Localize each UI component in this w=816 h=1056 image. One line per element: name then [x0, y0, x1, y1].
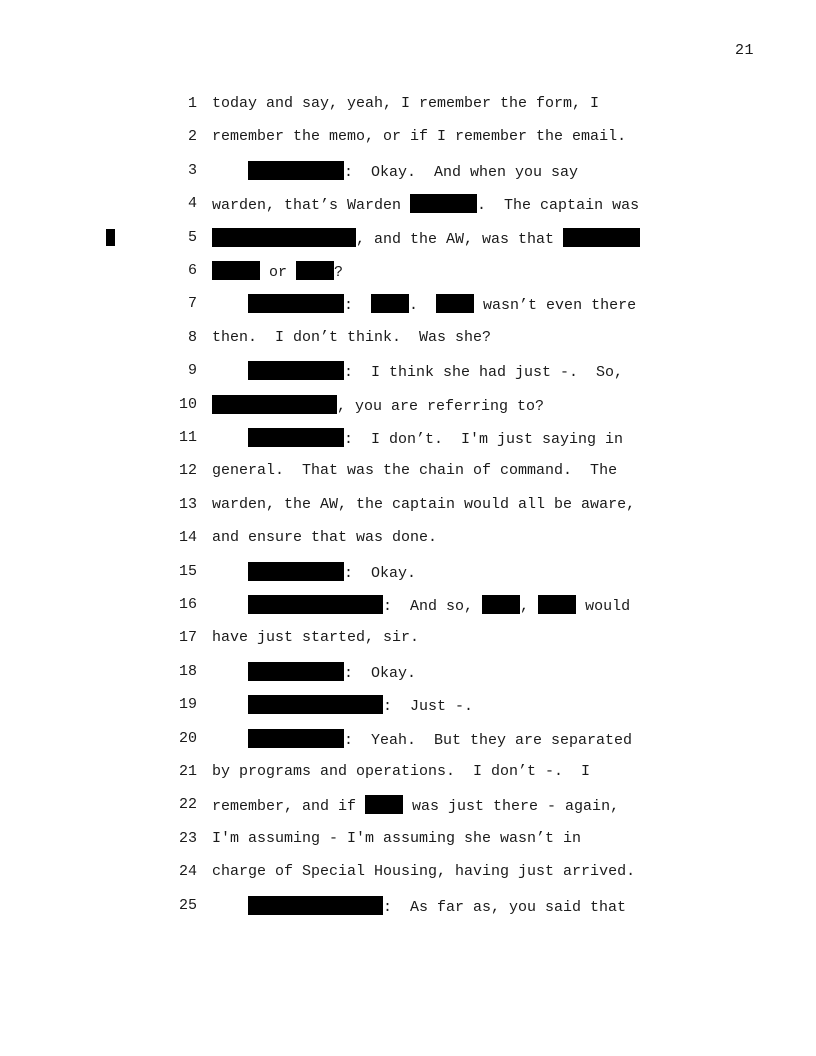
line-text	[212, 428, 623, 450]
redaction-block	[248, 428, 344, 447]
text-segment: , and the AW, was that	[356, 230, 564, 248]
text-segment	[212, 565, 248, 582]
transcript-line	[0, 261, 816, 281]
redaction-block	[248, 361, 344, 380]
line-number: 12	[178, 462, 197, 480]
redaction-block	[212, 228, 356, 247]
text-segment: ?	[334, 264, 344, 281]
text-segment	[212, 899, 248, 916]
transcript-line	[0, 762, 816, 782]
line-number: 18	[178, 662, 197, 680]
text-segment: : Okay.	[344, 564, 417, 582]
line-number: 13	[178, 495, 197, 513]
line-number: 16	[178, 596, 197, 613]
line-text	[212, 495, 635, 515]
text-segment: .	[409, 297, 437, 315]
line-text	[212, 261, 343, 283]
line-text	[212, 562, 416, 584]
text-segment: warden, that’s Warden	[212, 197, 411, 215]
text-segment: charge of Special Housing, having just arrived.	[212, 863, 636, 881]
text-segment: remember, and if	[212, 798, 366, 816]
transcript-line	[0, 595, 816, 615]
transcript-line	[0, 161, 816, 181]
line-text	[212, 595, 630, 617]
redaction-block	[248, 294, 344, 313]
text-segment: . The captain was	[477, 197, 640, 215]
line-number: 3	[187, 161, 197, 179]
line-text	[212, 328, 491, 348]
redaction-block	[248, 662, 344, 681]
line-text	[212, 294, 636, 316]
line-text	[212, 161, 578, 183]
redaction-block	[248, 896, 383, 915]
transcript-line	[0, 395, 816, 415]
text-segment: then. I don’t think. Was she?	[212, 328, 492, 346]
line-number: 17	[178, 629, 197, 647]
line-number: 23	[178, 829, 197, 847]
text-segment: : I think she had just -. So,	[344, 364, 624, 382]
text-segment	[212, 665, 248, 682]
text-segment: : Just -.	[383, 698, 474, 716]
line-number: 8	[187, 328, 197, 346]
line-text	[212, 829, 581, 849]
line-number: 25	[178, 896, 197, 914]
line-text	[212, 461, 617, 481]
redaction-block	[248, 595, 383, 614]
text-segment: have just started, sir.	[212, 629, 420, 647]
line-text	[212, 194, 639, 216]
line-number: 10	[178, 395, 197, 413]
line-number: 24	[178, 863, 197, 881]
line-number: 11	[178, 429, 197, 446]
line-number: 15	[178, 562, 197, 580]
line-number: 20	[178, 729, 197, 747]
text-segment	[212, 164, 248, 181]
transcript-line	[0, 361, 816, 381]
transcript-line	[0, 495, 816, 515]
line-text	[212, 795, 619, 817]
transcript-line	[0, 862, 816, 882]
line-number: 22	[178, 796, 197, 814]
text-segment	[212, 598, 248, 615]
transcript-line	[0, 194, 816, 214]
line-text	[212, 896, 626, 918]
text-segment: general. That was the chain of command. The	[212, 462, 618, 480]
transcript-line	[0, 695, 816, 715]
transcript-line	[0, 896, 816, 916]
transcript-line	[0, 428, 816, 448]
line-text	[212, 395, 544, 417]
text-segment: : Okay.	[344, 664, 417, 682]
redaction-block	[296, 261, 334, 280]
text-segment: today and say, yeah, I remember the form, I	[212, 95, 600, 112]
redaction-block	[248, 695, 383, 714]
line-text	[212, 729, 632, 751]
transcript-line	[0, 461, 816, 481]
text-segment: or	[260, 264, 297, 281]
text-segment: : Okay. And when you say	[344, 163, 579, 181]
redaction-block	[482, 595, 520, 614]
text-segment: , you are referring to?	[337, 397, 545, 415]
transcript-line	[0, 562, 816, 582]
text-segment: wasn’t even there	[474, 297, 637, 315]
text-segment: would	[576, 598, 631, 615]
transcript-line	[0, 729, 816, 749]
transcript-line	[0, 528, 816, 548]
line-text	[212, 628, 419, 648]
text-segment: :	[344, 297, 372, 315]
line-text	[212, 361, 623, 383]
redaction-block	[410, 194, 477, 213]
transcript-line	[0, 628, 816, 648]
line-text	[212, 127, 626, 147]
text-segment: : And so,	[383, 598, 483, 615]
text-segment	[212, 431, 248, 448]
text-segment: by programs and operations. I don’t -. I	[212, 763, 591, 780]
text-segment: I'm assuming - I'm assuming she wasn’t in	[212, 829, 582, 847]
redaction-block	[563, 228, 640, 247]
transcript-line	[0, 294, 816, 314]
text-segment: : I don’t. I'm just saying in	[344, 431, 624, 448]
line-number: 7	[187, 295, 197, 313]
text-segment	[212, 698, 248, 715]
text-segment	[212, 732, 248, 749]
transcript-line	[0, 795, 816, 815]
redaction-block	[248, 161, 344, 180]
text-segment: : Yeah. But they are separated	[344, 731, 633, 749]
line-text	[212, 762, 590, 782]
transcript-line	[0, 127, 816, 147]
redaction-block	[365, 795, 403, 814]
line-text	[212, 662, 416, 684]
line-number: 19	[178, 696, 197, 714]
line-text	[212, 528, 437, 548]
text-segment: : As far as, you said that	[383, 898, 627, 916]
line-number: 6	[187, 262, 197, 279]
text-segment: and ensure that was done.	[212, 529, 438, 547]
text-segment	[212, 297, 248, 314]
transcript-line	[0, 228, 816, 248]
redaction-block	[371, 294, 409, 313]
line-number: 2	[187, 128, 197, 146]
text-segment	[212, 364, 248, 381]
transcript-line	[0, 94, 816, 114]
line-text	[212, 228, 640, 250]
line-text	[212, 94, 599, 114]
redaction-block	[436, 294, 474, 313]
text-segment: was just there - again,	[403, 798, 620, 816]
redaction-block	[212, 261, 260, 280]
line-number: 14	[178, 529, 197, 547]
line-number: 21	[178, 763, 197, 780]
text-segment: warden, the AW, the captain would all be aware,	[212, 495, 636, 513]
text-segment: ,	[520, 598, 539, 615]
line-text	[212, 862, 635, 882]
line-text	[212, 695, 473, 717]
redaction-block	[212, 395, 337, 414]
transcript-line	[0, 328, 816, 348]
transcript-line	[0, 829, 816, 849]
line-number: 1	[187, 95, 197, 112]
page-number: 21	[735, 42, 755, 59]
redaction-block	[538, 595, 576, 614]
line-number: 5	[187, 228, 197, 246]
redaction-block	[248, 562, 344, 581]
redaction-block	[248, 729, 344, 748]
text-segment: remember the memo, or if I remember the email.	[212, 128, 627, 146]
line-number: 4	[187, 195, 197, 213]
transcript-line	[0, 662, 816, 682]
line-number: 9	[187, 362, 197, 380]
